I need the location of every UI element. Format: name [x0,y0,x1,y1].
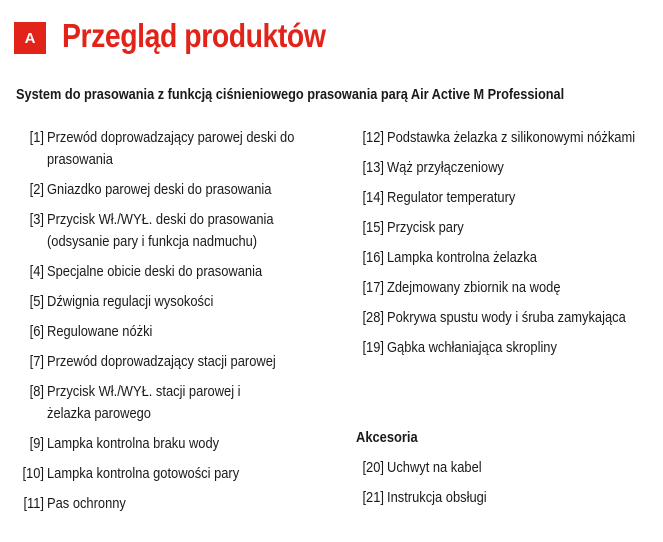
list-item [14,261,344,283]
list-item [14,463,344,485]
list-item [14,179,344,201]
item-number: [19] [362,339,384,356]
list-item [354,337,659,359]
list-item [354,277,659,299]
item-label: prasowania [47,151,113,168]
list-item [354,487,659,509]
item-number: [20] [362,459,384,476]
list-item [354,187,659,209]
item-label: Gniazdko parowej deski do prasowania [47,181,272,198]
item-number: [13] [362,159,384,176]
item-label: Instrukcja obsługi [387,489,487,506]
list-item [14,493,344,515]
section-badge: A [14,22,46,54]
list-item [354,127,659,149]
list-item [354,307,659,329]
item-number: [12] [362,129,384,146]
item-number: [6] [29,323,44,340]
item-label: Przycisk Wł./WYŁ. stacji parowej i [47,383,241,400]
accessories-heading: Akcesoria [356,429,418,446]
item-label: Przewód doprowadzający parowej deski do [47,129,295,146]
item-label: Pokrywa spustu wody i śruba zamykająca [387,309,626,326]
list-item [14,351,344,373]
item-label: Uchwyt na kabel [387,459,482,476]
item-label: Przycisk Wł./WYŁ. deski do prasowania [47,211,274,228]
list-item [14,321,344,343]
item-label: Przycisk pary [387,219,464,236]
item-number: [16] [362,249,384,266]
item-number: [2] [29,181,44,198]
item-label: Specjalne obicie deski do prasowania [47,263,263,280]
list-item [14,381,344,425]
list-item [14,291,344,313]
item-number: [4] [29,263,44,280]
list-item [14,433,344,455]
product-subtitle: System do prasowania z funkcją ciśnieniowego prasowania parą Air Active M Professional [16,86,565,103]
list-item [354,457,659,479]
item-number: [10] [22,465,44,482]
item-number: [17] [362,279,384,296]
item-label: Przewód doprowadzający stacji parowej [47,353,276,370]
item-label: Regulowane nóżki [47,323,153,340]
item-label: żelazka parowego [47,405,151,422]
item-number: [15] [362,219,384,236]
item-label: Gąbka wchłaniająca skropliny [387,339,557,356]
item-number: [3] [29,211,44,228]
item-label: Regulator temperatury [387,189,516,206]
item-number: [14] [362,189,384,206]
item-label: Zdejmowany zbiornik na wodę [387,279,561,296]
item-number: [5] [29,293,44,310]
item-label: Lampka kontrolna gotowości pary [47,465,240,482]
item-label: Dźwignia regulacji wysokości [47,293,214,310]
section-header [14,14,368,58]
item-number: [21] [362,489,384,506]
list-item [354,247,659,269]
item-label: Lampka kontrolna żelazka [387,249,537,266]
item-number: [1] [29,129,44,146]
item-number: [28] [362,309,384,326]
item-number: [9] [29,435,44,452]
list-item [354,217,659,239]
item-label: (odsysanie pary i funkcja nadmuchu) [47,233,258,250]
list-item [354,157,659,179]
item-label: Lampka kontrolna braku wody [47,435,220,452]
item-number: [11] [23,495,44,512]
item-label: Podstawka żelazka z silikonowymi nóżkami [387,129,636,146]
item-label: Pas ochronny [47,495,126,512]
parts-list-right [354,127,659,517]
item-number: [8] [29,383,44,400]
list-item [14,127,344,171]
parts-list-left [14,127,344,523]
item-number: [7] [29,353,44,370]
page-title: Przegląd produktów [62,17,326,54]
item-label: Wąż przyłączeniowy [387,159,504,176]
list-item [14,209,344,253]
